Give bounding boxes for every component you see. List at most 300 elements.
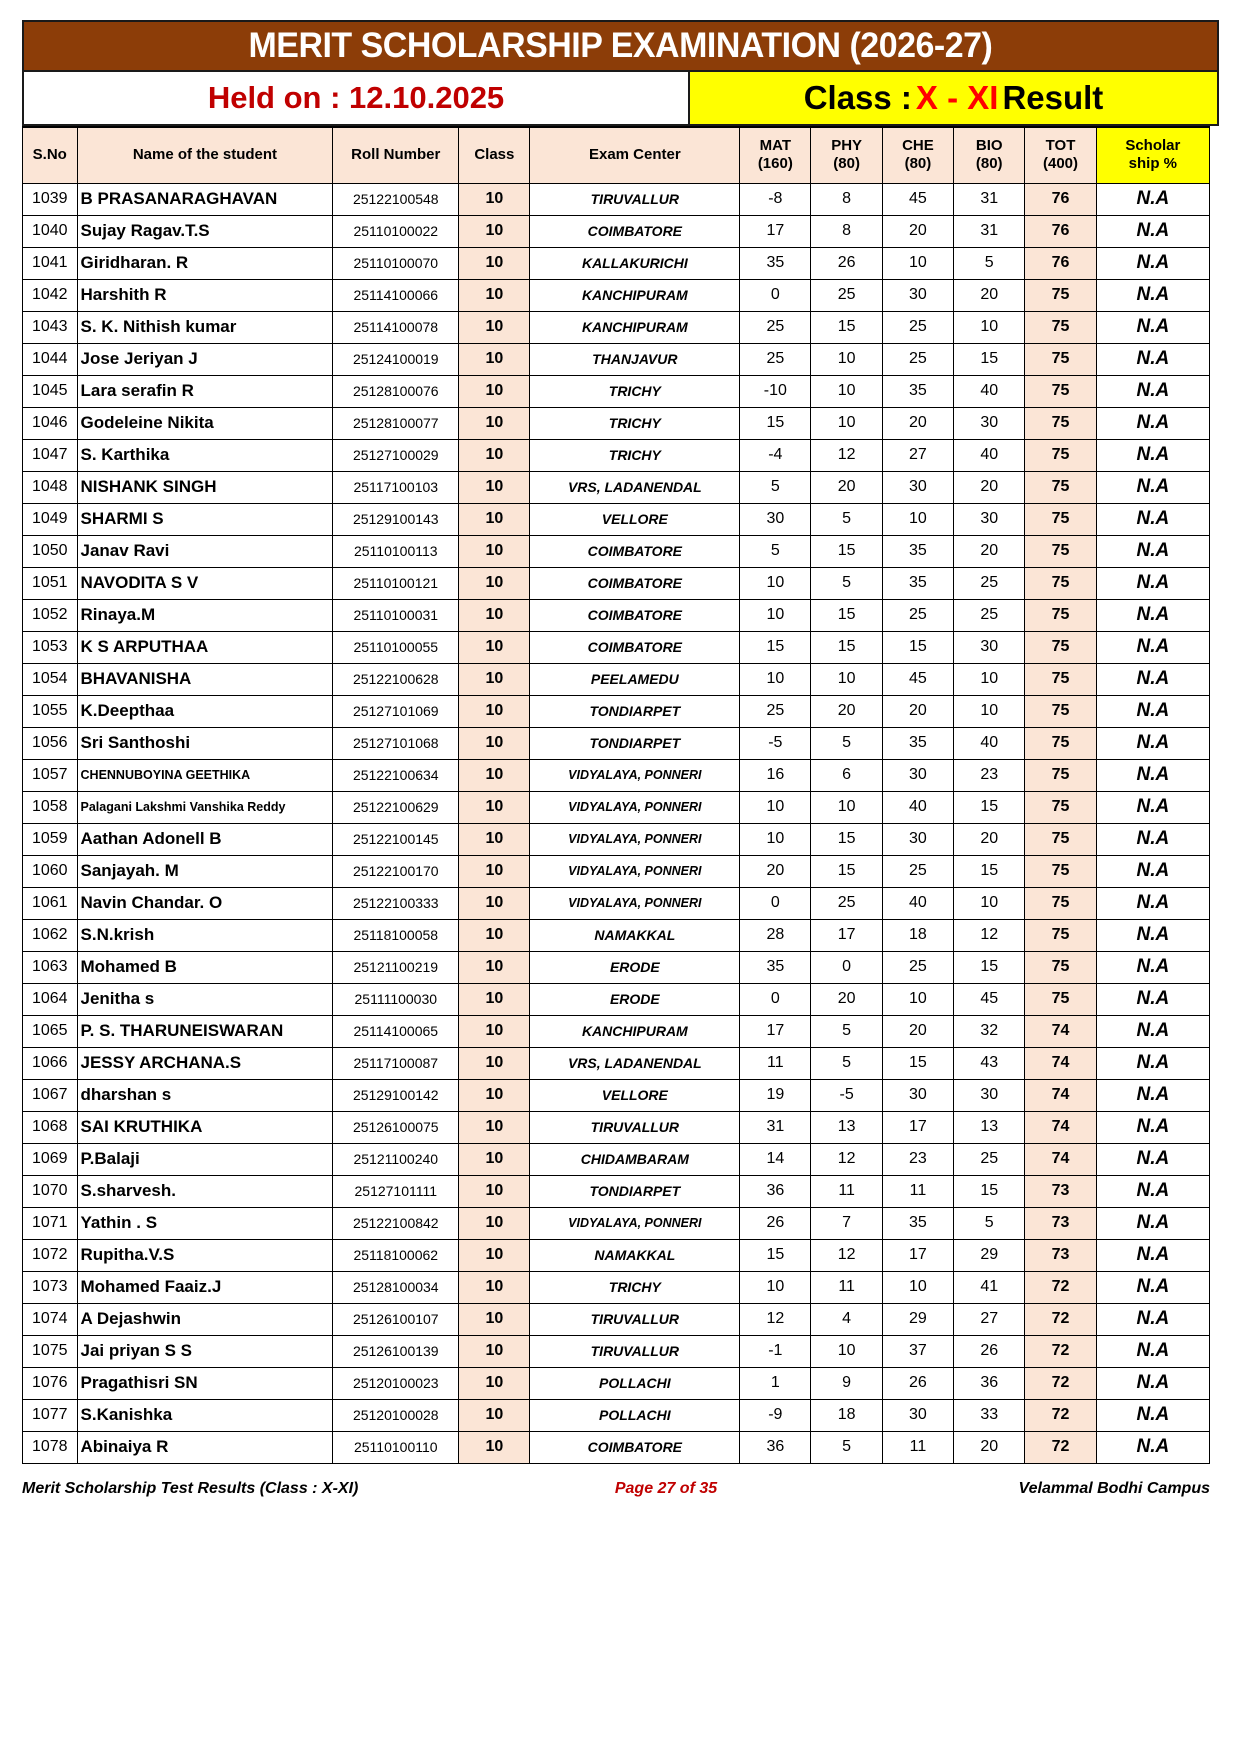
column-header-line1: BIO <box>975 136 1003 154</box>
cell-maths-score: 10 <box>740 1271 811 1303</box>
cell-scholarship-percent: N.A <box>1096 439 1209 471</box>
cell-serial-number: 1059 <box>23 823 78 855</box>
cell-biology-score: 5 <box>954 247 1025 279</box>
cell-student-name: Janav Ravi <box>77 535 333 567</box>
cell-class: 10 <box>459 215 530 247</box>
table-row <box>23 535 1210 567</box>
cell-class: 10 <box>459 663 530 695</box>
cell-exam-center: TONDIARPET <box>530 1175 740 1207</box>
cell-total-score: 74 <box>1025 1015 1096 1047</box>
cell-roll-number: 25118100058 <box>333 919 459 951</box>
cell-biology-score: 45 <box>954 983 1025 1015</box>
cell-physics-score: 5 <box>811 727 882 759</box>
cell-serial-number: 1072 <box>23 1239 78 1271</box>
column-header-line1: Class <box>474 145 515 163</box>
cell-physics-score: 11 <box>811 1175 882 1207</box>
cell-exam-center: VELLORE <box>530 503 740 535</box>
cell-class: 10 <box>459 375 530 407</box>
cell-student-name: S. K. Nithish kumar <box>77 311 333 343</box>
cell-serial-number: 1070 <box>23 1175 78 1207</box>
cell-biology-score: 26 <box>954 1335 1025 1367</box>
cell-student-name: Navin Chandar. O <box>77 887 333 919</box>
cell-exam-center: PEELAMEDU <box>530 663 740 695</box>
column-header-name <box>77 127 333 183</box>
cell-biology-score: 32 <box>954 1015 1025 1047</box>
cell-biology-score: 25 <box>954 567 1025 599</box>
cell-class: 10 <box>459 951 530 983</box>
cell-serial-number: 1052 <box>23 599 78 631</box>
cell-total-score: 75 <box>1025 695 1096 727</box>
cell-biology-score: 5 <box>954 1207 1025 1239</box>
cell-scholarship-percent: N.A <box>1096 727 1209 759</box>
cell-student-name: Sujay Ragav.T.S <box>77 215 333 247</box>
cell-class: 10 <box>459 311 530 343</box>
cell-chemistry-score: 37 <box>882 1335 953 1367</box>
cell-serial-number: 1075 <box>23 1335 78 1367</box>
cell-serial-number: 1051 <box>23 567 78 599</box>
column-header-class <box>459 127 530 183</box>
cell-student-name: Aathan Adonell B <box>77 823 333 855</box>
cell-physics-score: 10 <box>811 791 882 823</box>
cell-chemistry-score: 30 <box>882 1079 953 1111</box>
cell-class: 10 <box>459 887 530 919</box>
cell-maths-score: 15 <box>740 407 811 439</box>
subheader-row <box>22 72 1219 126</box>
cell-total-score: 75 <box>1025 983 1096 1015</box>
cell-chemistry-score: 35 <box>882 375 953 407</box>
table-row <box>23 1143 1210 1175</box>
cell-chemistry-score: 11 <box>882 1175 953 1207</box>
cell-total-score: 72 <box>1025 1367 1096 1399</box>
table-body <box>23 183 1210 1463</box>
cell-biology-score: 36 <box>954 1367 1025 1399</box>
cell-total-score: 72 <box>1025 1303 1096 1335</box>
cell-exam-center: KANCHIPURAM <box>530 279 740 311</box>
cell-roll-number: 25117100087 <box>333 1047 459 1079</box>
table-row <box>23 695 1210 727</box>
cell-biology-score: 40 <box>954 439 1025 471</box>
cell-maths-score: -9 <box>740 1399 811 1431</box>
cell-serial-number: 1054 <box>23 663 78 695</box>
table-header-row <box>23 127 1210 183</box>
cell-student-name: Yathin . S <box>77 1207 333 1239</box>
column-header-line2: (80) <box>833 155 860 173</box>
table-row <box>23 311 1210 343</box>
cell-exam-center: TRICHY <box>530 439 740 471</box>
cell-class: 10 <box>459 1271 530 1303</box>
cell-exam-center: KANCHIPURAM <box>530 1015 740 1047</box>
cell-biology-score: 40 <box>954 375 1025 407</box>
cell-physics-score: 11 <box>811 1271 882 1303</box>
footer-page-number: Page 27 of 35 <box>614 1479 718 1497</box>
cell-exam-center: NAMAKKAL <box>530 919 740 951</box>
cell-physics-score: 8 <box>811 183 882 215</box>
cell-class: 10 <box>459 1431 530 1463</box>
cell-class: 10 <box>459 439 530 471</box>
cell-physics-score: 15 <box>811 631 882 663</box>
table-row <box>23 823 1210 855</box>
cell-total-score: 75 <box>1025 823 1096 855</box>
cell-class: 10 <box>459 727 530 759</box>
cell-roll-number: 25128100077 <box>333 407 459 439</box>
cell-scholarship-percent: N.A <box>1096 1271 1209 1303</box>
cell-maths-score: 1 <box>740 1367 811 1399</box>
cell-class: 10 <box>459 759 530 791</box>
cell-chemistry-score: 11 <box>882 1431 953 1463</box>
cell-chemistry-score: 18 <box>882 919 953 951</box>
cell-physics-score: 8 <box>811 215 882 247</box>
cell-exam-center: VIDYALAYA, PONNERI <box>530 759 740 791</box>
table-row <box>23 599 1210 631</box>
cell-class: 10 <box>459 919 530 951</box>
cell-exam-center: TIRUVALLUR <box>530 1303 740 1335</box>
cell-maths-score: 0 <box>740 983 811 1015</box>
cell-student-name: SAI KRUTHIKA <box>77 1111 333 1143</box>
class-label-suffix: Result <box>1002 79 1104 116</box>
cell-biology-score: 10 <box>954 695 1025 727</box>
cell-student-name: Jose Jeriyan J <box>77 343 333 375</box>
cell-roll-number: 25111100030 <box>333 983 459 1015</box>
cell-physics-score: 15 <box>811 599 882 631</box>
cell-total-score: 75 <box>1025 727 1096 759</box>
cell-chemistry-score: 25 <box>882 599 953 631</box>
cell-chemistry-score: 30 <box>882 823 953 855</box>
table-row <box>23 279 1210 311</box>
cell-class: 10 <box>459 631 530 663</box>
cell-physics-score: 26 <box>811 247 882 279</box>
cell-biology-score: 20 <box>954 279 1025 311</box>
cell-chemistry-score: 17 <box>882 1239 953 1271</box>
held-on-cell <box>24 72 690 124</box>
cell-student-name: P. S. THARUNEISWARAN <box>77 1015 333 1047</box>
cell-serial-number: 1042 <box>23 279 78 311</box>
cell-physics-score: 9 <box>811 1367 882 1399</box>
table-row <box>23 407 1210 439</box>
cell-maths-score: 36 <box>740 1175 811 1207</box>
cell-serial-number: 1045 <box>23 375 78 407</box>
cell-student-name: Jai priyan S S <box>77 1335 333 1367</box>
cell-roll-number: 25127101068 <box>333 727 459 759</box>
cell-serial-number: 1063 <box>23 951 78 983</box>
cell-serial-number: 1060 <box>23 855 78 887</box>
cell-scholarship-percent: N.A <box>1096 631 1209 663</box>
cell-class: 10 <box>459 279 530 311</box>
table-row <box>23 1015 1210 1047</box>
cell-class: 10 <box>459 343 530 375</box>
cell-serial-number: 1078 <box>23 1431 78 1463</box>
cell-class: 10 <box>459 823 530 855</box>
cell-serial-number: 1073 <box>23 1271 78 1303</box>
cell-serial-number: 1058 <box>23 791 78 823</box>
cell-chemistry-score: 25 <box>882 951 953 983</box>
cell-class: 10 <box>459 567 530 599</box>
column-header-line1: Scholar <box>1125 136 1181 154</box>
cell-physics-score: 20 <box>811 471 882 503</box>
cell-exam-center: THANJAVUR <box>530 343 740 375</box>
cell-chemistry-score: 25 <box>882 311 953 343</box>
cell-physics-score: 4 <box>811 1303 882 1335</box>
cell-chemistry-score: 20 <box>882 407 953 439</box>
cell-exam-center: VELLORE <box>530 1079 740 1111</box>
cell-total-score: 75 <box>1025 919 1096 951</box>
cell-serial-number: 1076 <box>23 1367 78 1399</box>
exam-title-banner <box>22 20 1219 72</box>
cell-exam-center: VIDYALAYA, PONNERI <box>530 887 740 919</box>
column-header-roll <box>333 127 459 183</box>
cell-scholarship-percent: N.A <box>1096 535 1209 567</box>
cell-scholarship-percent: N.A <box>1096 279 1209 311</box>
column-header-line1: Roll Number <box>351 145 441 163</box>
cell-roll-number: 25110100070 <box>333 247 459 279</box>
cell-physics-score: 12 <box>811 439 882 471</box>
cell-scholarship-percent: N.A <box>1096 919 1209 951</box>
cell-scholarship-percent: N.A <box>1096 1111 1209 1143</box>
cell-physics-score: 10 <box>811 1335 882 1367</box>
cell-total-score: 75 <box>1025 279 1096 311</box>
table-row <box>23 1431 1210 1463</box>
cell-biology-score: 29 <box>954 1239 1025 1271</box>
table-row <box>23 1239 1210 1271</box>
cell-class: 10 <box>459 247 530 279</box>
cell-scholarship-percent: N.A <box>1096 951 1209 983</box>
cell-total-score: 75 <box>1025 855 1096 887</box>
cell-student-name: Giridharan. R <box>77 247 333 279</box>
cell-chemistry-score: 10 <box>882 1271 953 1303</box>
table-row <box>23 855 1210 887</box>
cell-roll-number: 25127100029 <box>333 439 459 471</box>
cell-student-name: S.Kanishka <box>77 1399 333 1431</box>
cell-roll-number: 25114100078 <box>333 311 459 343</box>
cell-scholarship-percent: N.A <box>1096 1335 1209 1367</box>
cell-biology-score: 12 <box>954 919 1025 951</box>
cell-maths-score: 25 <box>740 343 811 375</box>
cell-scholarship-percent: N.A <box>1096 471 1209 503</box>
cell-physics-score: 5 <box>811 1015 882 1047</box>
cell-physics-score: 13 <box>811 1111 882 1143</box>
cell-serial-number: 1074 <box>23 1303 78 1335</box>
cell-scholarship-percent: N.A <box>1096 567 1209 599</box>
cell-biology-score: 27 <box>954 1303 1025 1335</box>
cell-maths-score: 17 <box>740 215 811 247</box>
cell-total-score: 75 <box>1025 887 1096 919</box>
cell-class: 10 <box>459 855 530 887</box>
table-row <box>23 759 1210 791</box>
cell-class: 10 <box>459 1047 530 1079</box>
column-header-line1: MAT <box>759 136 792 154</box>
cell-exam-center: COIMBATORE <box>530 599 740 631</box>
cell-scholarship-percent: N.A <box>1096 663 1209 695</box>
cell-serial-number: 1047 <box>23 439 78 471</box>
cell-total-score: 75 <box>1025 631 1096 663</box>
cell-exam-center: VIDYALAYA, PONNERI <box>530 1207 740 1239</box>
cell-roll-number: 25129100142 <box>333 1079 459 1111</box>
cell-roll-number: 25110100055 <box>333 631 459 663</box>
cell-physics-score: 12 <box>811 1143 882 1175</box>
cell-serial-number: 1057 <box>23 759 78 791</box>
cell-exam-center: VRS, LADANENDAL <box>530 471 740 503</box>
cell-scholarship-percent: N.A <box>1096 695 1209 727</box>
cell-chemistry-score: 17 <box>882 1111 953 1143</box>
cell-scholarship-percent: N.A <box>1096 887 1209 919</box>
cell-biology-score: 30 <box>954 1079 1025 1111</box>
column-header-line2: (80) <box>975 155 1003 173</box>
cell-serial-number: 1069 <box>23 1143 78 1175</box>
cell-roll-number: 25122100548 <box>333 183 459 215</box>
column-header-tot <box>1025 127 1096 183</box>
class-result-cell <box>690 72 1217 124</box>
cell-chemistry-score: 40 <box>882 791 953 823</box>
cell-exam-center: POLLACHI <box>530 1399 740 1431</box>
column-header-sch <box>1096 127 1209 183</box>
cell-biology-score: 10 <box>954 311 1025 343</box>
table-row <box>23 631 1210 663</box>
table-row <box>23 1207 1210 1239</box>
cell-total-score: 72 <box>1025 1431 1096 1463</box>
cell-maths-score: 28 <box>740 919 811 951</box>
cell-chemistry-score: 29 <box>882 1303 953 1335</box>
cell-chemistry-score: 35 <box>882 1207 953 1239</box>
cell-scholarship-percent: N.A <box>1096 247 1209 279</box>
table-row <box>23 1271 1210 1303</box>
column-header-bio <box>954 127 1025 183</box>
cell-chemistry-score: 20 <box>882 215 953 247</box>
cell-roll-number: 25127101069 <box>333 695 459 727</box>
cell-roll-number: 25110100121 <box>333 567 459 599</box>
cell-chemistry-score: 35 <box>882 535 953 567</box>
cell-roll-number: 25122100629 <box>333 791 459 823</box>
cell-exam-center: TONDIARPET <box>530 695 740 727</box>
cell-roll-number: 25127101111 <box>333 1175 459 1207</box>
cell-serial-number: 1066 <box>23 1047 78 1079</box>
cell-exam-center: TONDIARPET <box>530 727 740 759</box>
cell-scholarship-percent: N.A <box>1096 311 1209 343</box>
table-row <box>23 1079 1210 1111</box>
cell-biology-score: 20 <box>954 1431 1025 1463</box>
cell-serial-number: 1043 <box>23 311 78 343</box>
cell-physics-score: 10 <box>811 663 882 695</box>
cell-biology-score: 43 <box>954 1047 1025 1079</box>
cell-total-score: 75 <box>1025 407 1096 439</box>
cell-total-score: 73 <box>1025 1239 1096 1271</box>
cell-scholarship-percent: N.A <box>1096 1207 1209 1239</box>
cell-scholarship-percent: N.A <box>1096 1239 1209 1271</box>
cell-scholarship-percent: N.A <box>1096 1303 1209 1335</box>
cell-class: 10 <box>459 791 530 823</box>
column-header-line1: CHE <box>902 136 934 154</box>
column-header-line2: (80) <box>904 155 932 173</box>
page-title: MERIT SCHOLARSHIP EXAMINATION (2026-27) <box>248 26 993 65</box>
column-header-line2: (160) <box>757 155 793 173</box>
cell-student-name: Harshith R <box>77 279 333 311</box>
cell-scholarship-percent: N.A <box>1096 983 1209 1015</box>
cell-physics-score: 20 <box>811 695 882 727</box>
cell-physics-score: 6 <box>811 759 882 791</box>
cell-physics-score: 25 <box>811 279 882 311</box>
page-footer <box>22 1480 1210 1498</box>
cell-roll-number: 25110100110 <box>333 1431 459 1463</box>
cell-serial-number: 1061 <box>23 887 78 919</box>
cell-biology-score: 20 <box>954 471 1025 503</box>
cell-exam-center: ERODE <box>530 983 740 1015</box>
cell-class: 10 <box>459 1399 530 1431</box>
table-row <box>23 1175 1210 1207</box>
cell-biology-score: 30 <box>954 503 1025 535</box>
cell-chemistry-score: 30 <box>882 1399 953 1431</box>
cell-physics-score: 5 <box>811 503 882 535</box>
cell-student-name: Mohamed B <box>77 951 333 983</box>
cell-chemistry-score: 20 <box>882 1015 953 1047</box>
cell-maths-score: 19 <box>740 1079 811 1111</box>
cell-total-score: 75 <box>1025 311 1096 343</box>
cell-physics-score: 25 <box>811 887 882 919</box>
cell-maths-score: 15 <box>740 1239 811 1271</box>
cell-biology-score: 20 <box>954 535 1025 567</box>
cell-maths-score: -8 <box>740 183 811 215</box>
cell-physics-score: 15 <box>811 535 882 567</box>
cell-physics-score: 10 <box>811 343 882 375</box>
cell-maths-score: 16 <box>740 759 811 791</box>
results-table <box>22 126 1210 1464</box>
cell-total-score: 75 <box>1025 375 1096 407</box>
cell-student-name: K S ARPUTHAA <box>77 631 333 663</box>
cell-student-name: Mohamed Faaiz.J <box>77 1271 333 1303</box>
cell-student-name: Godeleine Nikita <box>77 407 333 439</box>
table-row <box>23 791 1210 823</box>
cell-maths-score: 12 <box>740 1303 811 1335</box>
table-row <box>23 183 1210 215</box>
cell-scholarship-percent: N.A <box>1096 503 1209 535</box>
cell-maths-score: 35 <box>740 247 811 279</box>
cell-maths-score: -10 <box>740 375 811 407</box>
cell-roll-number: 25114100066 <box>333 279 459 311</box>
cell-roll-number: 25110100113 <box>333 535 459 567</box>
column-header-line1: Name of the student <box>132 145 278 163</box>
cell-class: 10 <box>459 1335 530 1367</box>
cell-class: 10 <box>459 599 530 631</box>
cell-serial-number: 1048 <box>23 471 78 503</box>
cell-chemistry-score: 25 <box>882 343 953 375</box>
cell-roll-number: 25117100103 <box>333 471 459 503</box>
cell-roll-number: 25126100139 <box>333 1335 459 1367</box>
cell-student-name: Abinaiya R <box>77 1431 333 1463</box>
class-label-classes: X - XI <box>915 79 999 116</box>
cell-exam-center: COIMBATORE <box>530 567 740 599</box>
cell-total-score: 74 <box>1025 1047 1096 1079</box>
cell-roll-number: 25128100076 <box>333 375 459 407</box>
cell-total-score: 75 <box>1025 535 1096 567</box>
cell-exam-center: VIDYALAYA, PONNERI <box>530 855 740 887</box>
table-row <box>23 503 1210 535</box>
table-row <box>23 1303 1210 1335</box>
cell-scholarship-percent: N.A <box>1096 407 1209 439</box>
cell-student-name: Sanjayah. M <box>77 855 333 887</box>
cell-student-name: Pragathisri SN <box>77 1367 333 1399</box>
cell-total-score: 72 <box>1025 1335 1096 1367</box>
table-row <box>23 343 1210 375</box>
table-row <box>23 1399 1210 1431</box>
cell-maths-score: 31 <box>740 1111 811 1143</box>
cell-total-score: 75 <box>1025 759 1096 791</box>
cell-physics-score: 15 <box>811 855 882 887</box>
cell-physics-score: 10 <box>811 375 882 407</box>
cell-chemistry-score: 10 <box>882 983 953 1015</box>
cell-roll-number: 25128100034 <box>333 1271 459 1303</box>
cell-total-score: 72 <box>1025 1271 1096 1303</box>
held-on-text: Held on : 12.10.2025 <box>207 80 505 115</box>
cell-chemistry-score: 15 <box>882 631 953 663</box>
cell-roll-number: 25129100143 <box>333 503 459 535</box>
cell-roll-number: 25122100842 <box>333 1207 459 1239</box>
